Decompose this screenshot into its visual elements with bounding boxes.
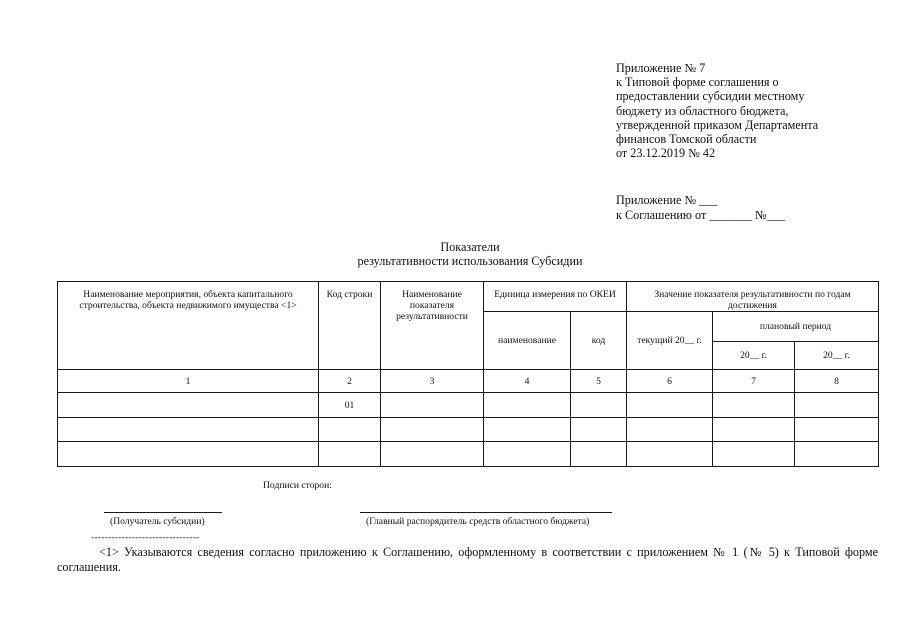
table-cell (58, 418, 319, 442)
table-cell (713, 418, 795, 442)
column-number: 8 (795, 370, 879, 393)
table-row (58, 393, 879, 418)
recipient-signature-line (104, 512, 222, 513)
appendix-line: Приложение № 7 (616, 61, 706, 75)
table-cell (627, 418, 713, 442)
header-okei-name: наименование (484, 312, 571, 370)
table-cell (571, 393, 627, 418)
recipient-caption: (Получатель субсидии) (110, 516, 205, 527)
document-title: Показатели (440, 240, 500, 254)
column-number: 3 (381, 370, 484, 393)
appendix-line: от 23.12.2019 № 42 (616, 146, 716, 161)
column-number: 6 (627, 370, 713, 393)
column-number: 7 (713, 370, 795, 393)
header-okei-unit: Единица измерения по ОКЕИ (484, 282, 627, 312)
footnote-separator: -------------------------------- (91, 532, 200, 543)
manager-caption: (Главный распорядитель средств областного бюджета) (366, 516, 590, 527)
agreement-date-line: к Соглашению от _______ №___ (616, 207, 785, 222)
indicators-table (57, 281, 879, 467)
footnote-text: <1> Указываются сведения согласно приложению к Соглашению, оформленному в соответствии с приложением № 1 (№ 5) к Типовой форме соглашения. (57, 545, 878, 574)
appendix-block (616, 61, 896, 160)
table-cell (795, 418, 879, 442)
header-okei-code: код (571, 312, 627, 370)
table-cell (713, 442, 795, 467)
header-values-by-year: Значение показателя результативности по годам достижения (627, 282, 879, 312)
manager-signature-line (360, 512, 612, 513)
header-indicator-name: Наименование показателя результативности (381, 282, 484, 370)
column-number: 2 (319, 370, 381, 393)
table-cell (795, 442, 879, 467)
table-cell (484, 442, 571, 467)
table-cell (571, 418, 627, 442)
header-event-name: Наименование мероприятия, объекта капитального строительства, объекта недвижимого имущества <1> (58, 282, 319, 370)
header-current-year: текущий 20__ г. (627, 312, 713, 370)
header-planning-period: плановый период (713, 312, 879, 342)
header-row-code: Код строки (319, 282, 381, 370)
appendix-line: предоставлении субсидии местному (616, 89, 805, 104)
table-cell (627, 442, 713, 467)
appendix-line: финансов Томской области (616, 132, 757, 147)
header-year-b: 20__ г. (795, 342, 879, 370)
signatures-title: Подписи сторон: (263, 480, 332, 491)
table-row (58, 442, 879, 467)
column-number: 4 (484, 370, 571, 393)
table-cell (795, 393, 879, 418)
table-cell (319, 442, 381, 467)
table-cell (381, 393, 484, 418)
column-number: 5 (571, 370, 627, 393)
table-cell (58, 442, 319, 467)
table-cell-row-code: 01 (319, 393, 381, 418)
agreement-appendix-line: Приложение № ___ (616, 193, 718, 207)
appendix-line: к Типовой форме соглашения о (616, 75, 779, 90)
column-number: 1 (58, 370, 319, 393)
table-cell (484, 393, 571, 418)
agreement-reference (616, 193, 896, 222)
header-year-a: 20__ г. (713, 342, 795, 370)
appendix-line: бюджету из областного бюджета, (616, 103, 789, 118)
document-subtitle: результативности использования Субсидии (357, 254, 583, 268)
appendix-line: утвержденной приказом Департамента (616, 117, 819, 132)
table-cell (713, 393, 795, 418)
table-cell (58, 393, 319, 418)
table-cell (571, 442, 627, 467)
table-cell (627, 393, 713, 418)
table-cell (381, 442, 484, 467)
table-row (58, 418, 879, 442)
table-cell (319, 418, 381, 442)
table-cell (484, 418, 571, 442)
table-cell (381, 418, 484, 442)
